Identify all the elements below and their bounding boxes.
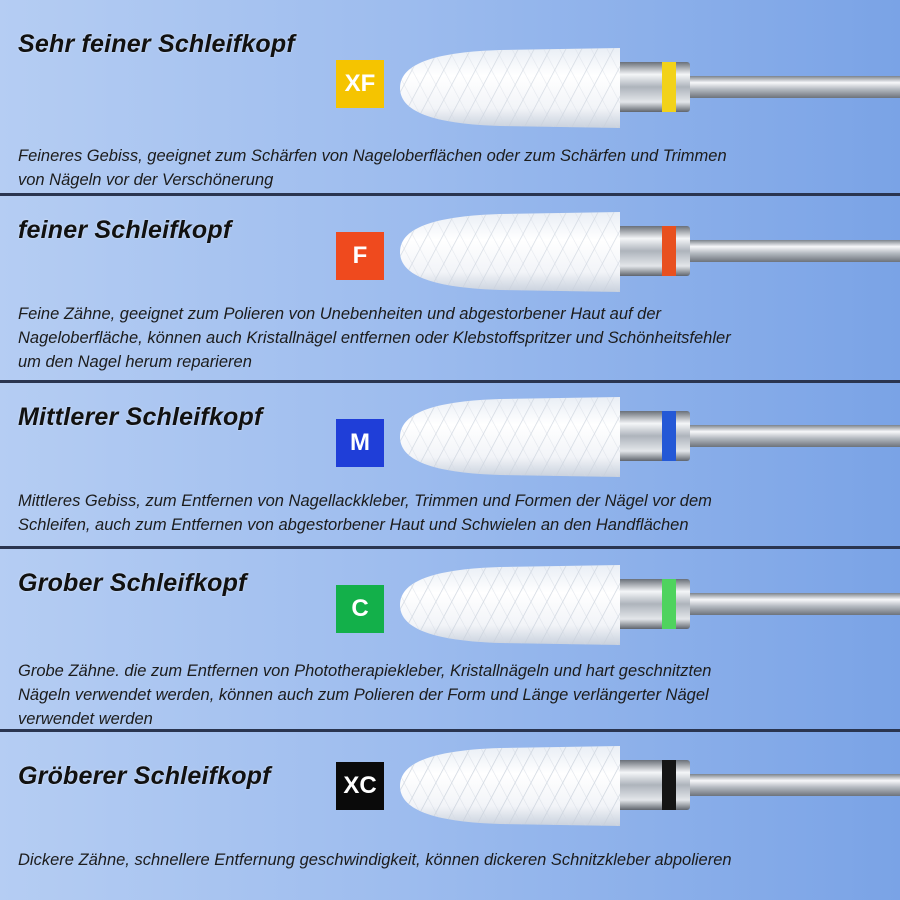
section-description <box>18 302 898 374</box>
grit-badge: M <box>336 419 384 467</box>
description-line: Schleifen, auch zum Entfernen von abgestorbener Haut und Schwielen an den Handflächen <box>18 516 689 534</box>
collar <box>612 579 690 629</box>
shaft <box>680 240 900 262</box>
description-line: verwendet werden <box>18 710 153 728</box>
description-line: Feineres Gebiss, geeignet zum Schärfen von Nageloberflächen oder zum Schärfen und Trimmen <box>18 147 727 165</box>
color-band <box>662 579 676 629</box>
grit-section-xc <box>0 732 900 900</box>
drill-bit-image <box>380 557 900 653</box>
description-line: Nageloberfläche, können auch Kristallnägel entfernen oder Klebstoffspritzer und Schönheitsfehler <box>18 329 731 347</box>
grit-badge: XF <box>336 60 384 108</box>
drill-bit-image <box>380 40 900 136</box>
color-band <box>662 62 676 112</box>
grit-badge: XC <box>336 762 384 810</box>
section-description <box>18 848 898 872</box>
description-line: Dickere Zähne, schnellere Entfernung geschwindigkeit, können dickeren Schnitzkleber abpolieren <box>18 851 732 869</box>
shaft <box>680 593 900 615</box>
section-title: feiner Schleifkopf <box>18 216 232 244</box>
drill-bit-image <box>380 389 900 485</box>
grit-badge: C <box>336 585 384 633</box>
description-line: Feine Zähne, geeignet zum Polieren von Unebenheiten und abgestorbener Haut auf der <box>18 305 662 323</box>
description-line: Mittleres Gebiss, zum Entfernen von Nagellackkleber, Trimmen und Formen der Nägel vor dem <box>18 492 712 510</box>
drill-bit-image <box>380 204 900 300</box>
collar <box>612 760 690 810</box>
section-title: Gröberer Schleifkopf <box>18 762 271 790</box>
description-line: um den Nagel herum reparieren <box>18 353 252 371</box>
collar <box>612 411 690 461</box>
color-band <box>662 760 676 810</box>
description-line: von Nägeln vor der Verschönerung <box>18 171 274 189</box>
grit-badge: F <box>336 232 384 280</box>
grit-section-c <box>0 549 900 729</box>
shaft <box>680 774 900 796</box>
section-title: Mittlerer Schleifkopf <box>18 403 263 431</box>
section-title: Sehr feiner Schleifkopf <box>18 30 295 58</box>
grit-section-xf <box>0 0 900 193</box>
color-band <box>662 411 676 461</box>
section-description <box>18 659 898 731</box>
section-description <box>18 489 898 537</box>
grit-section-m <box>0 383 900 546</box>
drill-bit-image <box>380 738 900 834</box>
grit-section-f <box>0 196 900 380</box>
shaft <box>680 425 900 447</box>
section-title: Grober Schleifkopf <box>18 569 247 597</box>
description-line: Grobe Zähne. die zum Entfernen von Phototherapiekleber, Kristallnägeln und hart geschnitzten <box>18 662 712 680</box>
description-line: Nägeln verwendet werden, können auch zum Polieren der Form und Länge verlängerter Nägel <box>18 686 709 704</box>
shaft <box>680 76 900 98</box>
section-description <box>18 144 898 192</box>
collar <box>612 62 690 112</box>
color-band <box>662 226 676 276</box>
collar <box>612 226 690 276</box>
